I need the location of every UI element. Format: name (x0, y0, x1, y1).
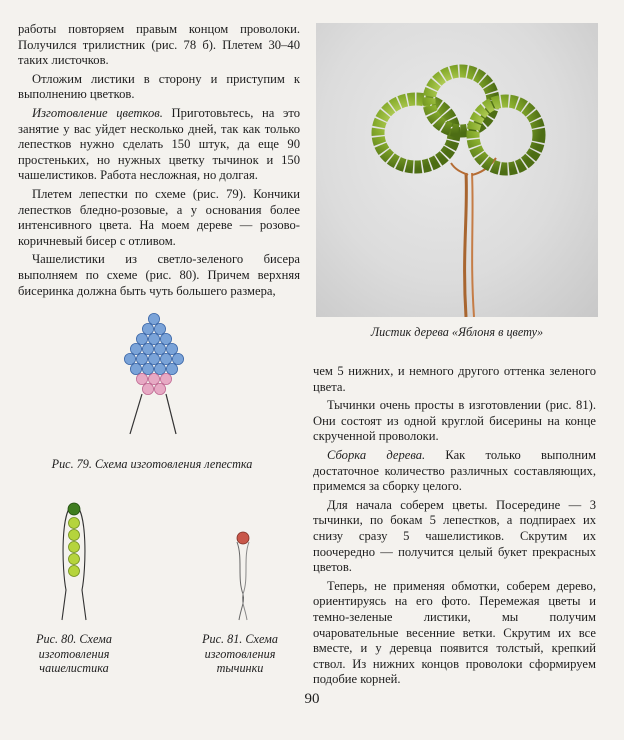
paragraph: Тычинки очень просты в изготовлении (рис. 81). Они состоят из одной круглой бисерины на конце скрученной проволоки. (313, 398, 596, 444)
page-number: 90 (304, 691, 320, 707)
petal-bead-diagram (118, 310, 190, 440)
photo-caption: Листик дерева «Яблоня в цвету» (370, 325, 544, 339)
paragraph: Для начала соберем цветы. Посередине — 3 тычинки, по бокам 5 лепестков, а подпираех их снизу сразу 5 чашелистиков. Скрутим их поочередно — получится целый букет прекрасных цветов. (313, 497, 596, 575)
paragraph: Плетем лепестки по схеме (рис. 79). Кончики лепестков бледно-розовые, а у основания более интенсивного цвета. На моем дереве — розово-коричневый бисер с отливом. (18, 186, 300, 248)
paragraph: работы повторяем правым концом проволоки. Получился трилистник (рис. 78 б). Плетем 30–40 таких листочков. (18, 22, 300, 68)
figure-79-caption: Рис. 79. Схема изготовления лепестка (51, 457, 253, 471)
paragraph: чем 5 нижних, и немного другого оттенка зеленого цвета. (313, 364, 596, 394)
figure-81-caption: Рис. 81. Схема изготовления тычинки (202, 632, 278, 676)
paragraph (313, 448, 596, 495)
beaded-leaf-photo-image (316, 23, 598, 317)
sepal-bead-diagram (56, 500, 92, 625)
figure-80-caption: Рис. 80. Схема изготовления чашелистика (36, 632, 112, 676)
section-heading: Сборка дерева. (327, 447, 426, 462)
paragraph: Отложим листики в сторону и приступим к выполнению цветков. (18, 71, 300, 102)
sepal-scheme-figure (56, 500, 92, 630)
paragraph: Чашелистики из светло-зеленого бисера выполняем по схеме (рис. 80). Причем верхняя бисеринка должна быть чуть большего размера, (18, 252, 300, 298)
paragraph (18, 106, 300, 184)
paragraph-text: Как только выполним достаточное количество различных составляющих, примемся за сборку целого. (313, 447, 596, 494)
stamen-scheme-figure (225, 528, 261, 631)
paragraph-text: Приготовьтесь, на это занятие у вас уйдет несколько дней, так как только лепестков нужно сделать 150 штук, да еще 90 простеньких, но нужных цветку тычинок и 150 чашелистиков. Работа несложная, но долгая. (18, 105, 300, 183)
leaf-photo (316, 23, 598, 317)
stamen-bead-diagram (225, 528, 261, 626)
paragraph: Теперь, не применяя обмотки, соберем дерево, ориентируясь на его фото. Перемежая цветы и темно-зеленые листики, мы получим очаровательные весенние ветки. Скрутим их все вместе, и у деревца появится толстый, крепкий ствол. Из нижних концов проволоки сформируем подобие корней. (313, 578, 596, 687)
petal-scheme-figure (118, 310, 190, 445)
right-text-column (313, 364, 596, 688)
left-text-column (18, 22, 300, 299)
section-heading: Изготовление цветков. (32, 105, 163, 120)
